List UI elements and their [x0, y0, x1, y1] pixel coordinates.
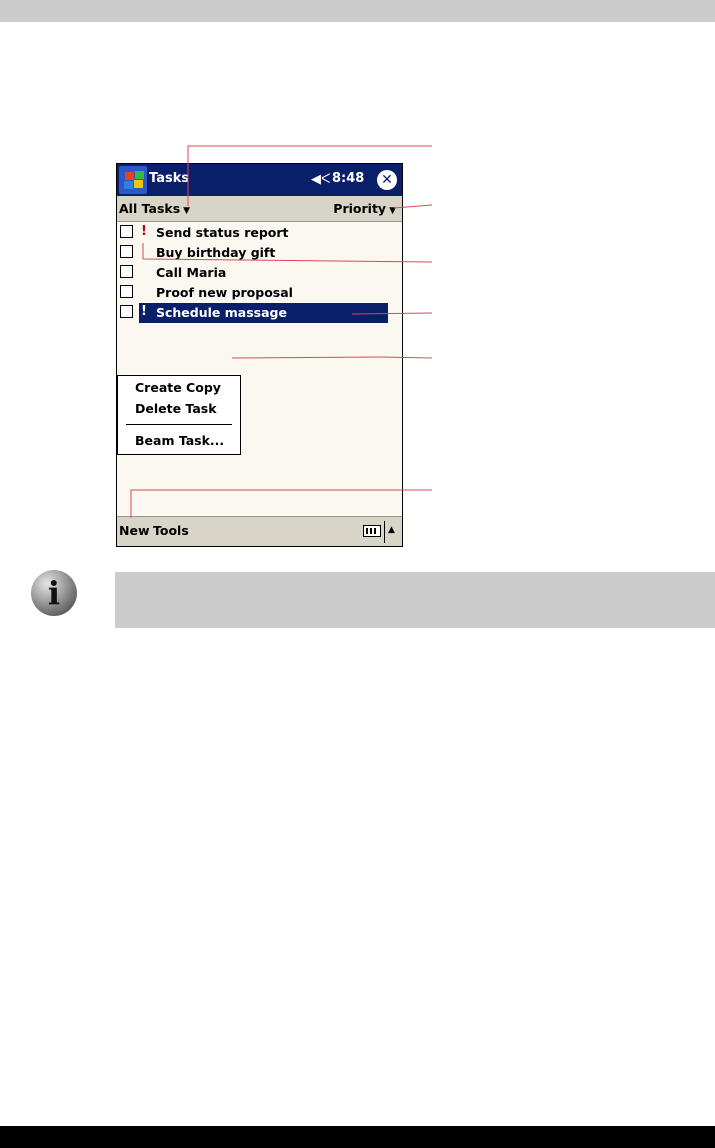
task-row[interactable] [117, 243, 402, 263]
task-row[interactable] [117, 223, 402, 243]
task-row-selected[interactable] [117, 303, 402, 323]
info-glyph: i [47, 574, 61, 612]
task-checkbox[interactable] [120, 285, 133, 298]
speaker-mute-icon[interactable]: ◀ᐸ [311, 172, 331, 187]
window-title: Tasks [149, 171, 190, 186]
top-header-band [0, 0, 715, 22]
category-filter-label: All Tasks [119, 201, 181, 216]
task-label: Buy birthday gift [156, 245, 276, 260]
task-label: Send status report [156, 225, 289, 240]
close-icon[interactable]: ✕ [377, 170, 397, 190]
flag-quadrant-blue [124, 181, 133, 189]
title-bar [117, 164, 402, 196]
clock[interactable]: 8:48 [332, 171, 365, 186]
flag-quadrant-green [135, 171, 144, 179]
chevron-down-icon: ▼ [183, 206, 191, 216]
footer-band [0, 1126, 715, 1148]
new-menu-button[interactable]: New [119, 523, 150, 538]
menu-item-create-copy[interactable]: Create Copy [135, 380, 221, 395]
task-label: Proof new proposal [156, 285, 293, 300]
divider [384, 521, 385, 543]
task-checkbox[interactable] [120, 265, 133, 278]
high-priority-icon: ! [141, 224, 147, 239]
tools-menu-button[interactable]: Tools [153, 523, 189, 538]
flag-quadrant-red [125, 172, 134, 180]
sort-dropdown[interactable] [333, 201, 396, 216]
flag-quadrant-yellow [134, 180, 143, 188]
sort-label: Priority [333, 201, 387, 216]
menu-separator [126, 424, 232, 425]
pocketpc-screen [116, 163, 403, 547]
task-checkbox[interactable] [120, 225, 133, 238]
up-arrow-icon[interactable]: ▲ [388, 525, 395, 535]
filter-bar [117, 196, 402, 222]
menu-item-delete-task[interactable]: Delete Task [135, 401, 217, 416]
high-priority-icon: ! [141, 304, 147, 319]
chevron-down-icon: ▼ [389, 206, 396, 216]
keyboard-icon[interactable] [363, 525, 381, 537]
command-bar [117, 516, 402, 546]
task-checkbox[interactable] [120, 305, 133, 318]
task-label: Call Maria [156, 265, 227, 280]
context-menu [117, 375, 241, 455]
task-row[interactable] [117, 283, 402, 303]
windows-flag-icon[interactable] [119, 166, 147, 194]
task-row[interactable] [117, 263, 402, 283]
task-checkbox[interactable] [120, 245, 133, 258]
category-filter-dropdown[interactable] [119, 201, 190, 216]
note-box [115, 572, 715, 628]
menu-item-beam-task[interactable]: Beam Task... [135, 433, 225, 448]
info-icon [31, 570, 77, 616]
task-label: Schedule massage [156, 305, 287, 320]
